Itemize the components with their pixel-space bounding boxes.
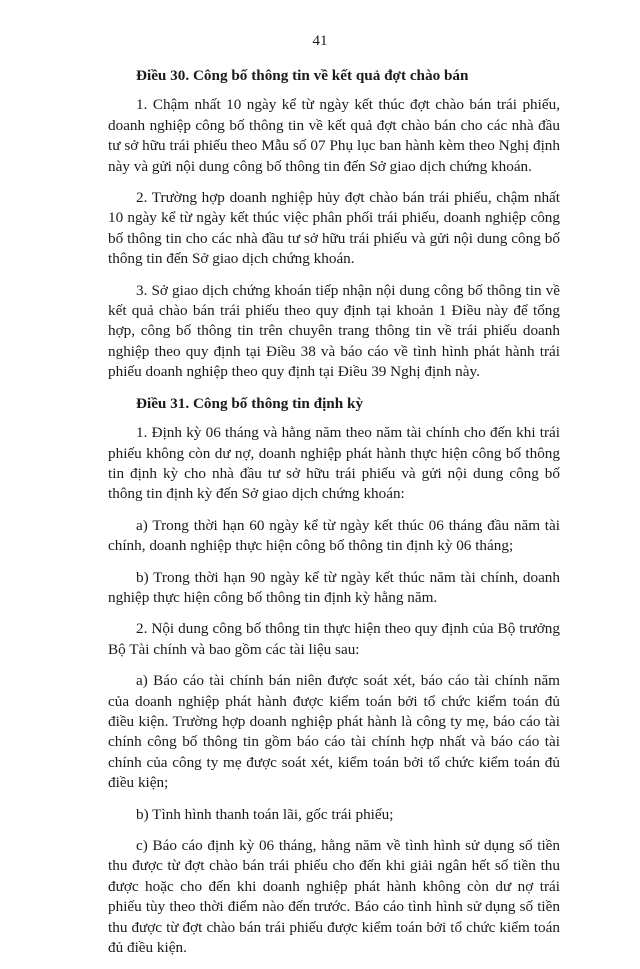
- article-paragraph: a) Báo cáo tài chính bán niên được soát xét, báo cáo tài chính năm của doanh nghiệp phát hành được kiểm toán bởi tổ chức kiểm toán đủ điều kiện. Trường hợp doanh nghiệp phát hành là công ty mẹ, báo cáo tài chính công bố thông tin gồm báo cáo tài chính hợp nhất và báo cáo tài chính của công ty mẹ được soát xét, kiểm toán bởi tổ chức kiểm toán đủ điều kiện;: [108, 672, 560, 792]
- article-paragraph: c) Báo cáo định kỳ 06 tháng, hằng năm về tình hình sử dụng số tiền thu được từ đợt chào bán trái phiếu cho đến khi giải ngân hết số tiền thu được hoặc cho đến khi doanh nghiệp phát hành không còn dư nợ trái phiếu tùy theo thời điểm nào đến trước. Báo cáo tình hình sử dụng số tiền thu được từ đợt chào bán trái phiếu được kiểm toán bởi tổ chức kiểm toán đủ điều kiện.: [108, 837, 560, 957]
- article-paragraph: b) Trong thời hạn 90 ngày kể từ ngày kết thúc năm tài chính, doanh nghiệp thực hiện công bố thông tin định kỳ hằng năm.: [108, 568, 560, 606]
- article-30: [108, 66, 560, 383]
- document-body: [108, 66, 560, 969]
- article-paragraph: 3. Sở giao dịch chứng khoán tiếp nhận nội dung công bố thông tin về kết quả chào bán trái phiếu theo quy định tại khoản 1 Điều này để tổng hợp, công bố thông tin trên chuyên trang thông tin về trái phiếu doanh nghiệp theo quy định tại Điều 38 và báo cáo về tình hình phát hành trái phiếu doanh nghiệp theo quy định tại Điều 39 Nghị định này.: [108, 281, 560, 381]
- article-paragraph: 2. Trường hợp doanh nghiệp hủy đợt chào bán trái phiếu, chậm nhất 10 ngày kể từ ngày kết thúc việc phân phối trái phiếu, doanh nghiệp công bố thông tin cho các nhà đầu tư sở hữu trái phiếu và gửi nội dung công bố thông tin đến Sở giao dịch chứng khoán.: [108, 189, 560, 268]
- article-paragraph: 1. Định kỳ 06 tháng và hằng năm theo năm tài chính cho đến khi trái phiếu không còn dư nợ, doanh nghiệp phát hành thực hiện công bố thông tin định kỳ cho nhà đầu tư sở hữu trái phiếu và gửi nội dung công bố thông tin định kỳ đến Sở giao dịch chứng khoán:: [108, 424, 560, 503]
- article-31: [108, 394, 560, 959]
- page-number: 41: [312, 33, 328, 49]
- article-paragraph: b) Tình hình thanh toán lãi, gốc trái phiếu;: [136, 805, 394, 823]
- article-paragraph: 2. Nội dung công bố thông tin thực hiện theo quy định của Bộ trưởng Bộ Tài chính và bao gồm các tài liệu sau:: [108, 620, 560, 658]
- article-heading: Điều 30. Công bố thông tin về kết quả đợt chào bán: [136, 67, 469, 84]
- article-heading: Điều 31. Công bố thông tin định kỳ: [136, 394, 364, 412]
- article-paragraph: a) Trong thời hạn 60 ngày kể từ ngày kết thúc 06 tháng đầu năm tài chính, doanh nghiệp thực hiện công bố thông tin định kỳ 06 tháng;: [108, 516, 560, 555]
- article-paragraph: 1. Chậm nhất 10 ngày kể từ ngày kết thúc đợt chào bán trái phiếu, doanh nghiệp công bố thông tin về kết quả đợt chào bán cho các nhà đầu tư sở hữu trái phiếu theo Mẫu số 07 Phụ lục ban hành kèm theo Nghị định này và gửi nội dung công bố thông tin đến Sở giao dịch chứng khoán.: [108, 96, 560, 175]
